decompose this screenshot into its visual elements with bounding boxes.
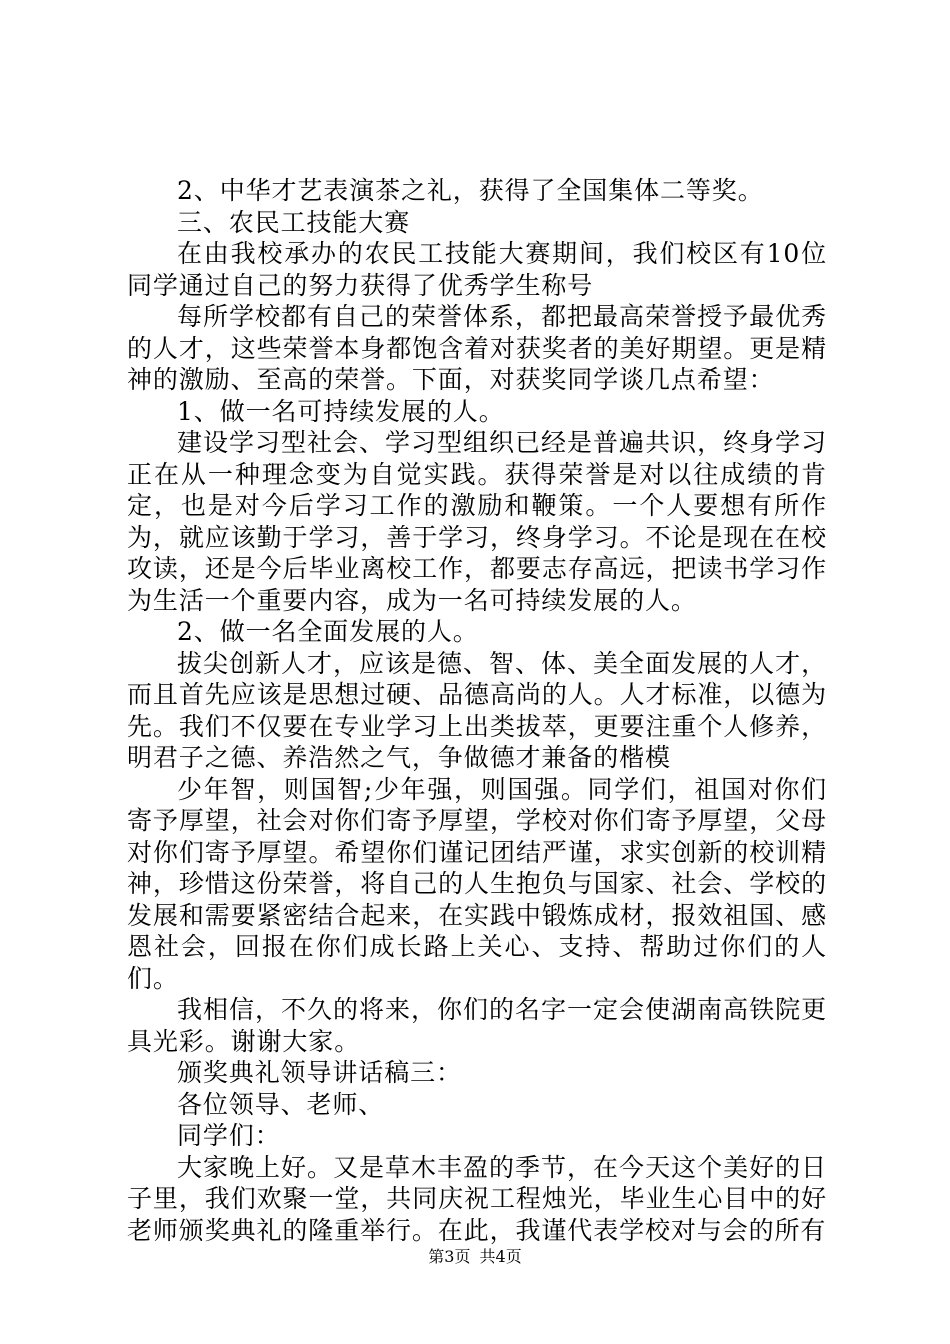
page-footer	[0, 1244, 950, 1267]
salutation: 各位领导、老师、	[177, 1089, 385, 1119]
paragraph: 我相信，不久的将来，你们的名字一定会使湖南高铁院更具光彩。谢谢大家。	[127, 995, 827, 1056]
paragraph: 2、中华才艺表演茶之礼，获得了全国集体二等奖。	[177, 176, 764, 205]
paragraph: 大家晚上好。又是草木丰盈的季节，在今天这个美好的日子里，我们欢聚一堂，共同庆祝工程烛光，毕业生心目中的好老师颁奖典礼的隆重举行。在此，我谨代表学校对与会的所有	[127, 1152, 827, 1245]
paragraph: 建设学习型社会、学习型组织已经是普遍共识，终身学习正在从一种理念变为自觉实践。获得荣誉是对以往成绩的肯定，也是对今后学习工作的激励和鞭策。一个人要想有所作为，就应该勤于学习，善于学习，终身学习。不论是现在在校攻读，还是今后毕业离校工作，都要志存高远，把读书学习作为生活一个重要内容，成为一名可持续发展的人。	[127, 428, 827, 615]
speech-title: 颁奖典礼领导讲话稿三：	[177, 1058, 462, 1087]
document-body	[127, 175, 827, 1246]
paragraph: 在由我校承办的农民工技能大赛期间，我们校区有10位同学通过自己的努力获得了优秀学生称号	[127, 239, 827, 300]
list-heading: 2、做一名全面发展的人。	[177, 617, 479, 646]
paragraph: 少年智，则国智;少年强，则国强。同学们，祖国对你们寄予厚望，社会对你们寄予厚望，学校对你们寄予厚望，父母对你们寄予厚望。希望你们谨记团结严谨，求实创新的校训精神，珍惜这份荣誉，将自己的人生抱负与国家、社会、学校的发展和需要紧密结合起来，在实践中锻炼成材，报效祖国、感恩社会，回报在你们成长路上关心、支持、帮助过你们的人们。	[127, 774, 827, 993]
list-heading: 1、做一名可持续发展的人。	[177, 396, 505, 426]
paragraph: 拔尖创新人才，应该是德、智、体、美全面发展的人才，而且首先应该是思想过硬、品德高尚的人。人才标准，以德为先。我们不仅要在专业学习上出类拔萃，更要注重个人修养，明君子之德、养浩然之气，争做德才兼备的楷模	[127, 648, 827, 772]
page-total: 共4页	[479, 1247, 522, 1266]
salutation: 同学们：	[177, 1121, 281, 1150]
page-number: 第3页	[428, 1247, 471, 1266]
section-heading: 三、农民工技能大赛	[177, 207, 411, 237]
paragraph: 每所学校都有自己的荣誉体系，都把最高荣誉授予最优秀的人才，这些荣誉本身都饱含着对获奖者的美好期望。更是精神的激励、至高的荣誉。下面，对获奖同学谈几点希望：	[127, 302, 827, 394]
